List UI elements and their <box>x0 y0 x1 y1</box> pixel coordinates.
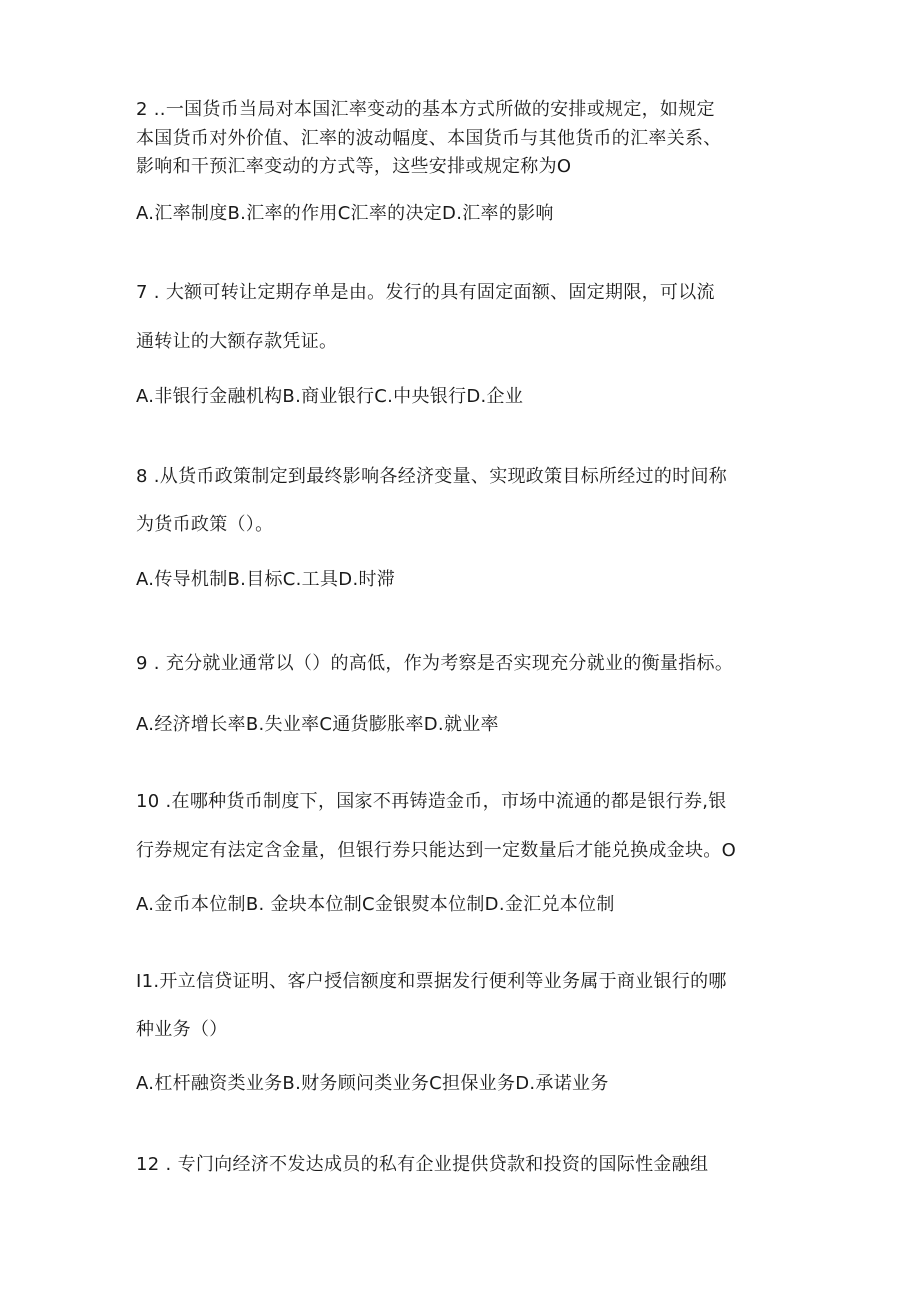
q2-stem-line-3: 影响和干预汇率变动的方式等，这些安排或规定称为O <box>136 156 572 177</box>
q2-stem-line-2: 本国货币对外价值、汇率的波动幅度、本国货币与其他货币的汇率关系、 <box>136 128 722 149</box>
q8-stem-line-2: 为货币政策（）。 <box>136 514 274 535</box>
q10-options: A.金币本位制B. 金块本位制C金银熨本位制D.金汇兑本位制 <box>136 894 615 915</box>
q11-stem-line-2: 种业务（） <box>136 1019 228 1040</box>
q11-stem-line-1: I1.开立信贷证明、客户授信额度和票据发行便利等业务属于商业银行的哪 <box>136 971 727 992</box>
q7-stem-line-1: 7 . 大额可转让定期存单是由。发行的具有固定面额、固定期限，可以流 <box>136 282 715 303</box>
q9-stem-line-1: 9 . 充分就业通常以（）的高低，作为考察是否实现充分就业的衡量指标。 <box>136 653 734 674</box>
q9-options: A.经济增长率B.失业率C通货膨胀率D.就业率 <box>136 714 499 735</box>
q8-options: A.传导机制B.目标C.工具D.时滞 <box>136 569 396 590</box>
q7-stem-line-2: 通转让的大额存款凭证。 <box>136 331 338 352</box>
q10-stem-line-2: 行券规定有法定含金量，但银行券只能达到一定数量后才能兑换成金块。O <box>136 840 737 861</box>
q10-stem-line-1: 10 .在哪种货币制度下，国家不再铸造金币，市场中流通的都是银行券,银 <box>136 791 727 812</box>
q2-options: A.汇率制度B.汇率的作用C汇率的决定D.汇率的影响 <box>136 203 554 224</box>
q12-stem-line-1: 12 . 专门向经济不发达成员的私有企业提供贷款和投资的国际性金融组 <box>136 1154 709 1175</box>
q2-stem-line-1: 2 ..一国货币当局对本国汇率变动的基本方式所做的安排或规定，如规定 <box>136 99 715 120</box>
q11-options: A.杠杆融资类业务B.财务顾问类业务C担保业务D.承诺业务 <box>136 1073 609 1094</box>
q7-options: A.非银行金融机构B.商业银行C.中央银行D.企业 <box>136 386 524 407</box>
q8-stem-line-1: 8 .从货币政策制定到最终影响各经济变量、实现政策目标所经过的时间称 <box>136 466 728 487</box>
